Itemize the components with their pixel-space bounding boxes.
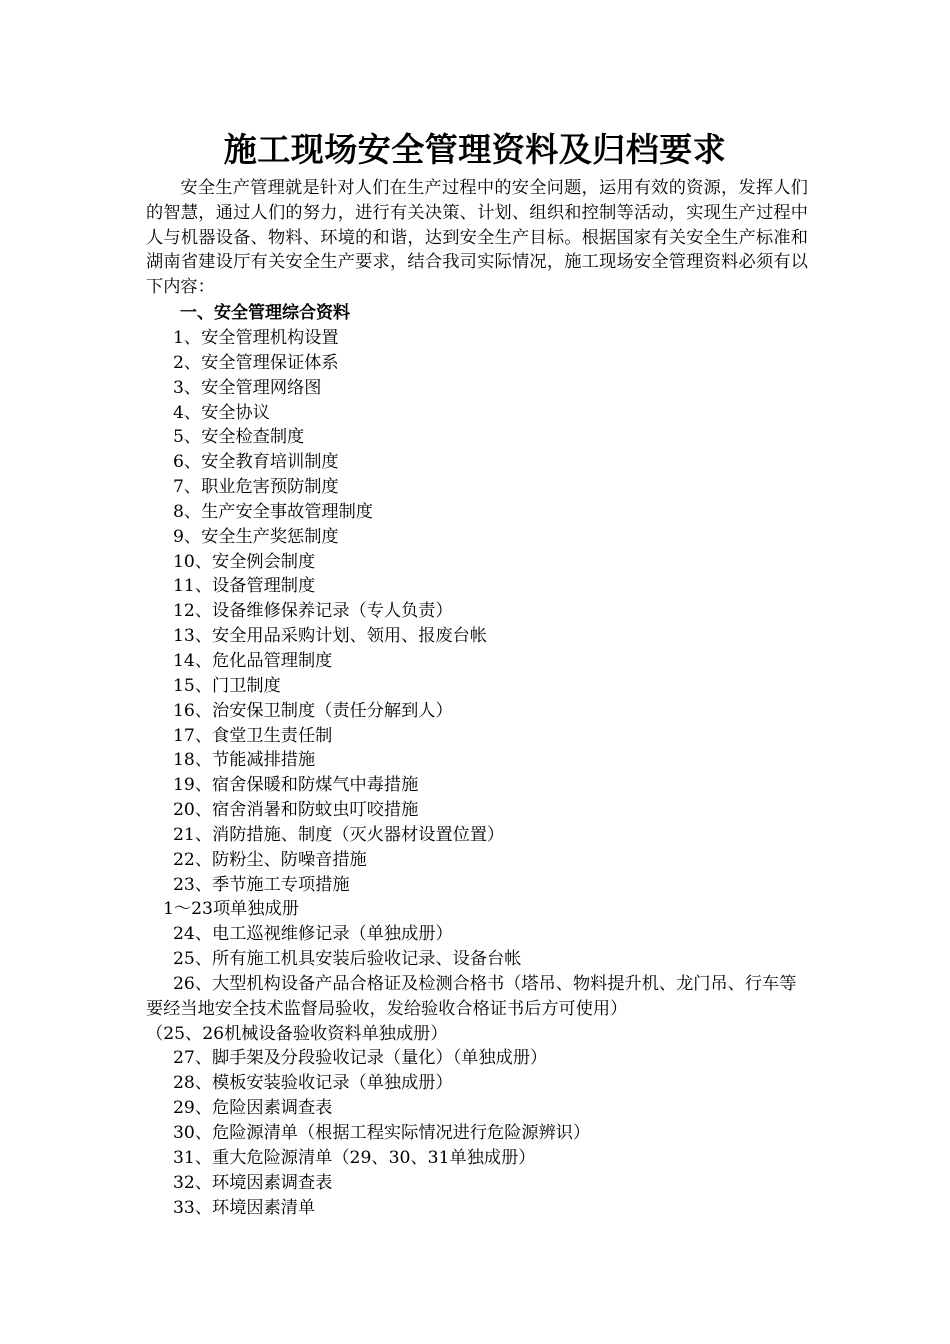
list-item: 28、模板安装验收记录（单独成册）: [173, 1073, 453, 1094]
list-item: 19、宿舍保暖和防煤气中毒措施: [173, 775, 419, 796]
note-1-23: 1～23项单独成册: [163, 899, 299, 920]
list-item: 1、安全管理机构设置: [173, 328, 339, 348]
list-item: 11、设备管理制度: [173, 576, 316, 597]
list-item: 22、防粉尘、防噪音措施: [173, 849, 367, 870]
list-item: 2、安全管理保证体系: [173, 352, 339, 373]
list-item: 16、治安保卫制度（责任分解到人）: [173, 700, 453, 721]
list-item: 8、生产安全事故管理制度: [173, 501, 373, 522]
list-item: 25、所有施工机具安装后验收记录、设备台帐: [173, 949, 522, 970]
section-heading: 一、安全管理综合资料: [180, 303, 350, 323]
list-item: 24、电工巡视维修记录（单独成册）: [173, 924, 453, 945]
list-item: 30、危险源清单（根据工程实际情况进行危险源辨识）: [173, 1123, 591, 1143]
list-item: 32、环境因素调查表: [173, 1172, 333, 1193]
list-item: 9、安全生产奖惩制度: [173, 526, 339, 547]
list-item: 33、环境因素清单: [173, 1197, 316, 1218]
list-item: 29、危险因素调查表: [173, 1098, 333, 1119]
list-item: 14、危化品管理制度: [173, 650, 333, 671]
list-item: 27、脚手架及分段验收记录（量化）（单独成册）: [173, 1048, 548, 1069]
list-item: 3、安全管理网络图: [173, 377, 322, 398]
list-item: 15、门卫制度: [173, 675, 281, 696]
list-item: 4、安全协议: [173, 402, 270, 423]
list-item: 5、安全检查制度: [173, 427, 305, 448]
intro-text: 安全生产管理就是针对人们在生产过程中的安全问题，运用有效的资源，发挥人们的智慧，通过人们的努力，进行有关决策、计划、组织和控制等活动，实现生产过程中人与机器设备、物料、环境的和谐，达到安全生产目标。根据国家有关安全生产标准和湖南省建设厅有关安全生产要求，结合我司实际情况，施工现场安全管理资料必须有以下内容：: [146, 178, 808, 298]
list-item: 17、食堂卫生责任制: [173, 725, 333, 746]
list-item: 10、安全例会制度: [173, 551, 316, 572]
list-item: 23、季节施工专项措施: [173, 874, 350, 895]
list-item: 31、重大危险源清单（29、30、31单独成册）: [173, 1147, 536, 1168]
list-item: 7、职业危害预防制度: [173, 477, 339, 498]
list-item-26: 26、大型机构设备产品合格证及检测合格书（塔吊、物料提升机、龙门吊、行车等要经当地安全技术监督局验收，发给验收合格证书后方可使用）: [146, 973, 797, 1019]
item-list: [146, 326, 808, 1220]
list-item: 20、宿舍消暑和防蚊虫叮咬措施: [173, 800, 419, 821]
list-item: 18、节能减排措施: [173, 750, 316, 771]
list-item: 13、安全用品采购计划、领用、报废台帐: [173, 626, 488, 647]
document-title: 施工现场安全管理资料及归档要求: [223, 130, 727, 169]
list-item: 12、设备维修保养记录（专人负责）: [173, 601, 453, 622]
note-25-26: （25、26机械设备验收资料单独成册）: [146, 1023, 448, 1044]
list-item: 6、安全教育培训制度: [173, 452, 339, 473]
list-item: 21、消防措施、制度（灭火器材设置位置）: [173, 824, 505, 845]
intro-paragraph: [146, 176, 808, 300]
